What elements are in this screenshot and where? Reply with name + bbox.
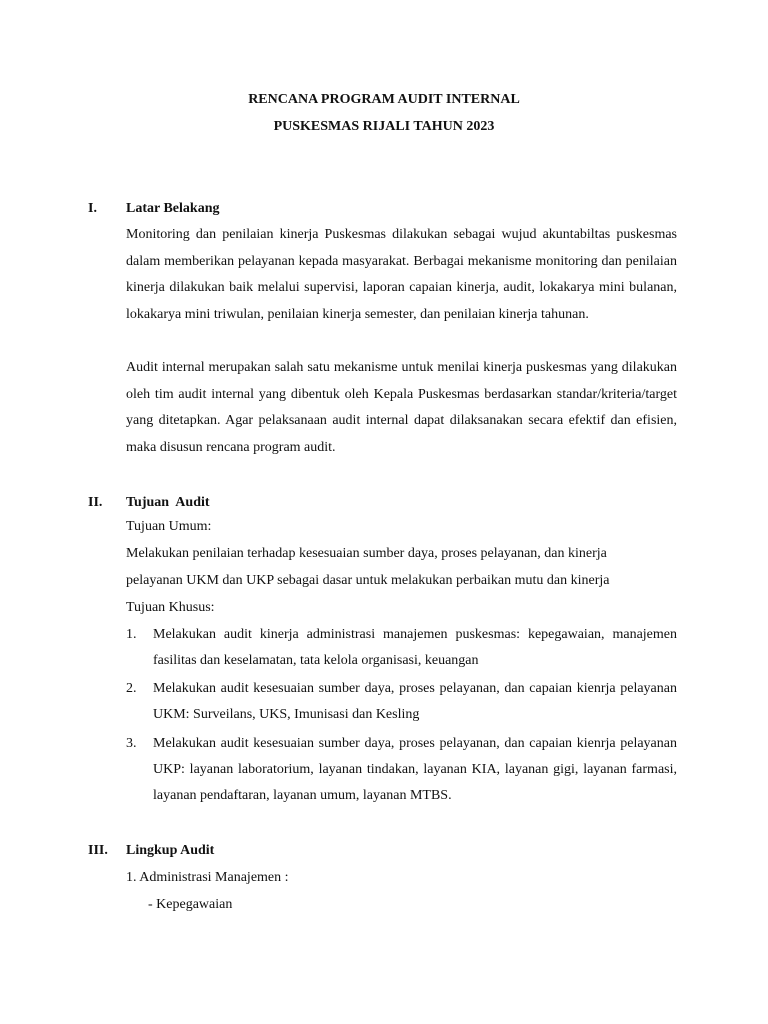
section-1-paragraph-2: Audit internal merupakan salah satu mekanisme untuk menilai kinerja puskesmas yang dilakukan oleh tim audit internal yang dibentuk oleh Kepala Puskesmas berdasarkan standar/kriteria/target yang ditetapkan. Agar pelaksanaan audit internal dapat dilaksanakan secara efektif dan efisien, maka disusun rencana program audit. (126, 360, 677, 456)
tujuan-khusus-item-1-number: 1. (126, 627, 137, 642)
section-1-paragraph-1: Monitoring dan penilaian kinerja Puskesmas dilakukan sebagai wujud akuntabiltas puskesmas dalam memberikan pelayanan kepada masyarakat. Berbagai mekanisme monitoring dan penilaian kinerja dilakukan baik melalui supervisi, laporan capaian kinerja, audit, lokakarya mini bulanan, lokakarya mini triwulan, penilaian kinerja semester, dan penilaian kinerja tahunan. (126, 227, 677, 323)
section-3-title: Lingkup Audit (126, 843, 215, 858)
document-title-line1: RENCANA PROGRAM AUDIT INTERNAL (248, 92, 520, 107)
tujuan-khusus-item-1: Melakukan audit kinerja administrasi manajemen puskesmas: kepegawaian, manajemen fasilitas dan keselamatan, tata kelola organisasi, keuangan (153, 627, 677, 668)
section-1-number: I. (88, 201, 97, 216)
section-1-title: Latar Belakang (126, 201, 220, 216)
tujuan-khusus-item-3-number: 3. (126, 736, 137, 751)
lingkup-subitem-kepegawaian: - Kepegawaian (148, 897, 233, 912)
tujuan-umum-line-1: Melakukan penilaian terhadap kesesuaian sumber daya, proses pelayanan, dan kinerja (126, 546, 607, 561)
document-title-line2: PUSKESMAS RIJALI TAHUN 2023 (273, 119, 495, 134)
section-3-number: III. (88, 843, 108, 858)
tujuan-khusus-label: Tujuan Khusus: (126, 600, 215, 615)
lingkup-item-1: 1. Administrasi Manajemen : (126, 870, 289, 885)
tujuan-umum-line-2: pelayanan UKM dan UKP sebagai dasar untuk melakukan perbaikan mutu dan kinerja (126, 573, 610, 588)
tujuan-khusus-item-3: Melakukan audit kesesuaian sumber daya, proses pelayanan, dan capaian kienrja pelayanan UKP: layanan laboratorium, layanan tindakan, layanan KIA, layanan gigi, layanan farmasi, layanan pendaftaran, layanan umum, layanan MTBS. (153, 736, 677, 803)
tujuan-khusus-item-2-number: 2. (126, 681, 137, 696)
section-2-number: II. (88, 495, 103, 510)
tujuan-khusus-item-2: Melakukan audit kesesuaian sumber daya, proses pelayanan, dan capaian kienrja pelayanan UKM: Surveilans, UKS, Imunisasi dan Kesling (153, 681, 677, 722)
tujuan-umum-label: Tujuan Umum: (126, 519, 212, 534)
section-2-title: Tujuan Audit (126, 495, 210, 510)
